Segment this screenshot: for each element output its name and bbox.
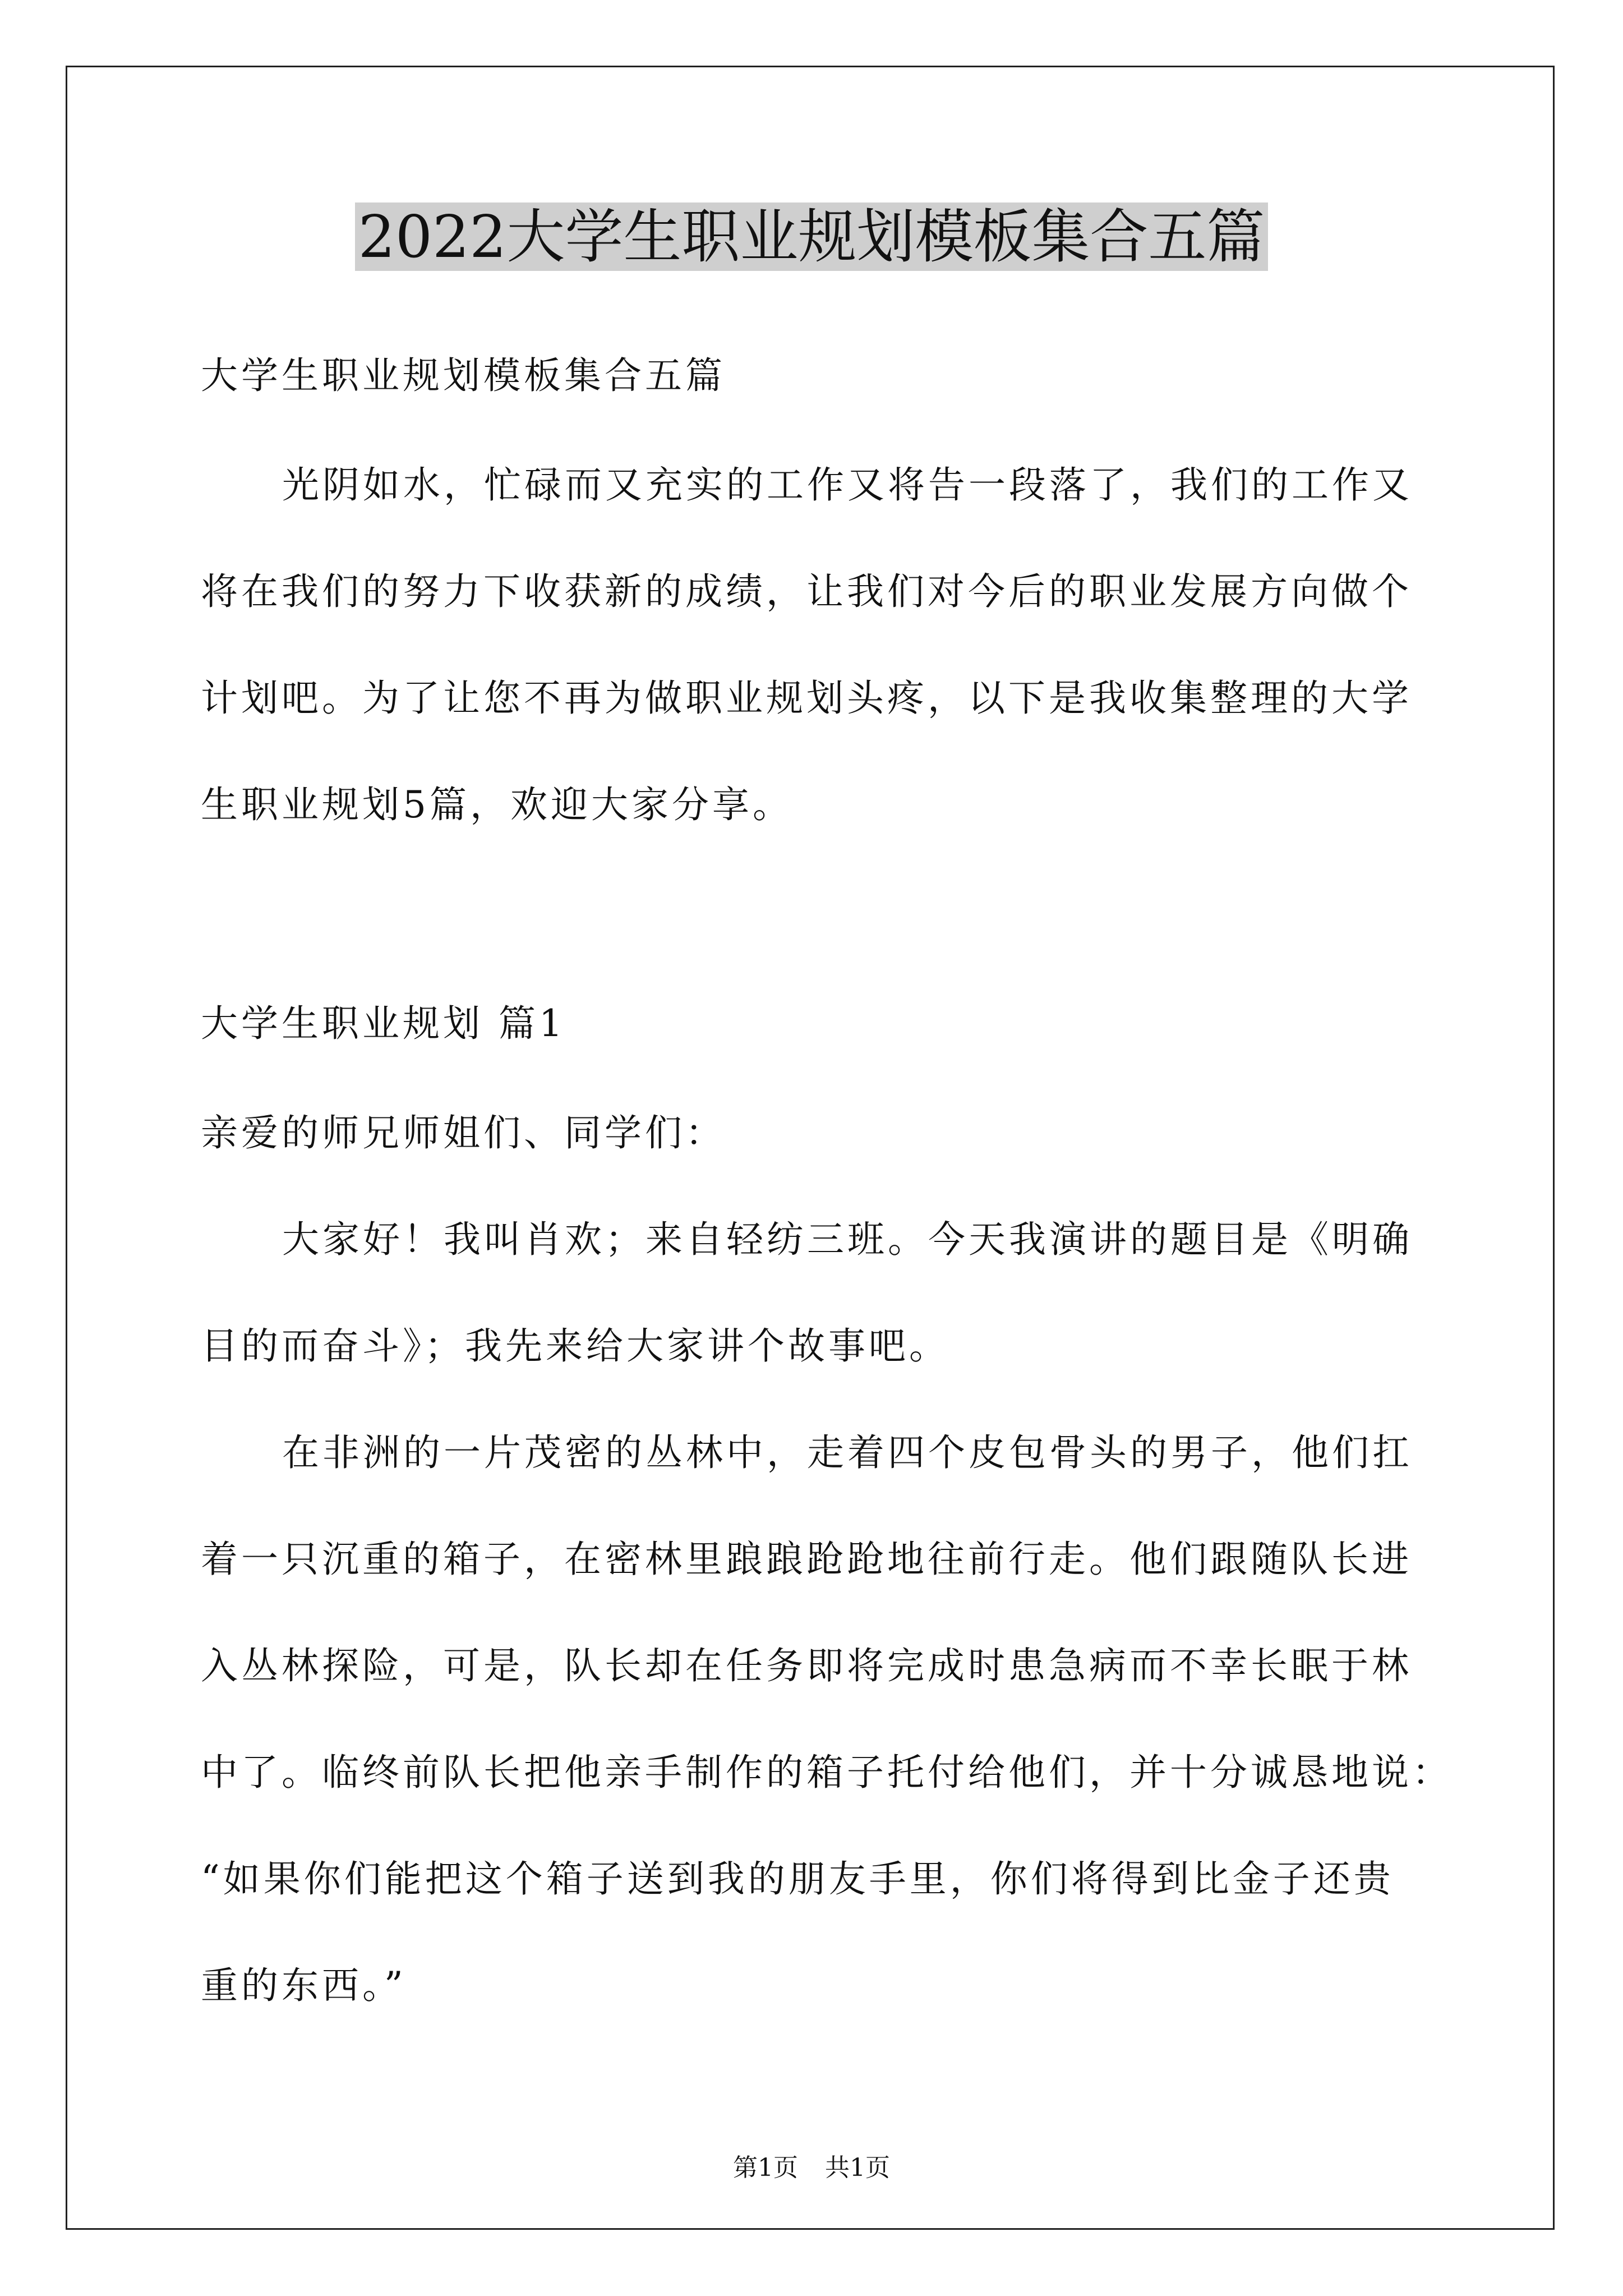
intro-line-4: 生职业规划5篇，欢迎大家分享。: [201, 783, 793, 826]
paragraph-2-line-1: 在非洲的一片茂密的丛林中，走着四个皮包骨头的男子，他们扛: [282, 1431, 1413, 1474]
page-total: 共1页: [825, 2154, 890, 2182]
paragraph-2-line-3: 入丛林探险，可是，队长却在任务即将完成时患急病而不幸长眠于林: [201, 1644, 1412, 1687]
paragraph-2-line-5: “如果你们能把这个箱子送到我的朋友手里，你们将得到比金子还贵: [201, 1857, 1394, 1901]
page-number: 第1页: [733, 2154, 798, 2182]
salutation: 亲爱的师兄师姐们、同学们：: [201, 1111, 726, 1154]
paragraph-1-line-2: 目的而奋斗》；我先来给大家讲个故事吧。: [201, 1324, 949, 1368]
intro-line-2: 将在我们的努力下收获新的成绩，让我们对今后的职业发展方向做个: [201, 570, 1412, 613]
document-title-text: 2022大学生职业规划模板集合五篇: [355, 203, 1269, 271]
page-footer: [0, 2151, 1623, 2185]
document-title: [0, 200, 1623, 273]
document-subtitle: 大学生职业规划模板集合五篇: [201, 354, 726, 397]
paragraph-2-line-2: 着一只沉重的箱子，在密林里踉踉跄跄地往前行走。他们跟随队长进: [201, 1538, 1412, 1581]
intro-line-1: 光阴如水，忙碌而又充实的工作又将告一段落了，我们的工作又: [282, 463, 1413, 507]
section-heading: 大学生职业规划 篇1: [201, 1002, 566, 1045]
intro-line-3: 计划吧。为了让您不再为做职业规划头疼，以下是我收集整理的大学: [201, 677, 1412, 720]
paragraph-2-line-4: 中了。临终前队长把他亲手制作的箱子托付给他们，并十分诚恳地说：: [201, 1751, 1453, 1794]
paragraph-1-line-1: 大家好！我叫肖欢；来自轻纺三班。今天我演讲的题目是《明确: [282, 1218, 1413, 1261]
paragraph-2-line-6: 重的东西。”: [201, 1964, 407, 2007]
